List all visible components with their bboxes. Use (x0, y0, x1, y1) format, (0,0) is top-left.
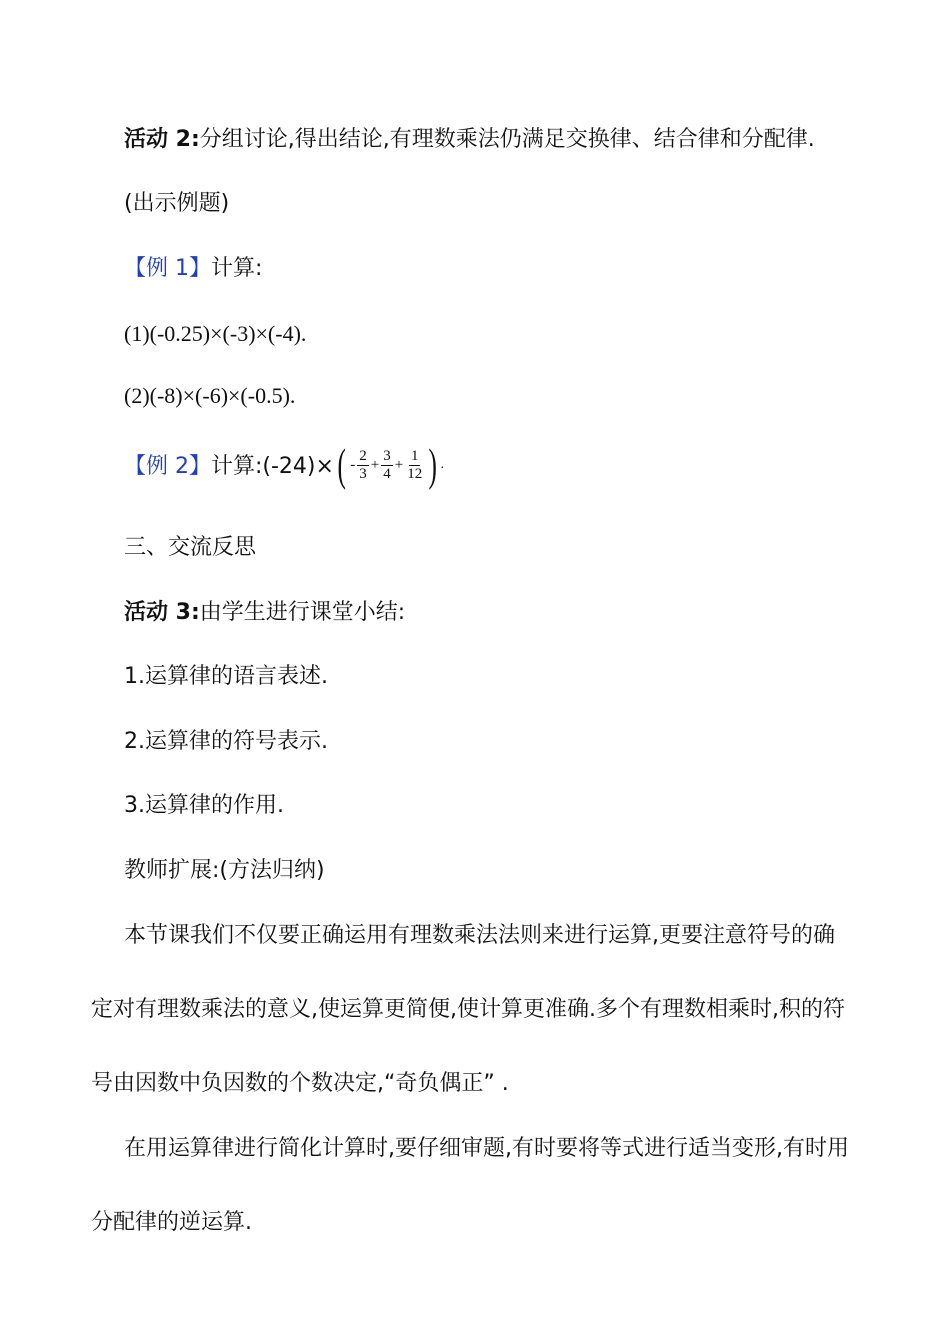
expression-end: . (440, 457, 445, 472)
fraction-3-denominator: 12 (407, 465, 423, 482)
example1-item-2: (2)(-8)×(-6)×(-0.5). (124, 383, 296, 408)
para1-line-3: 号由因数中负因数的个数决定,“奇负偶正” . (91, 1071, 509, 1096)
fraction-3 (405, 448, 424, 483)
activity2-line (124, 125, 815, 155)
activity2-text: 分组讨论,得出结论,有理数乘法仍满足交换律、结合律和分配律. (199, 127, 815, 152)
plus-sign-1: + (370, 457, 380, 473)
example2-text: 计算:(-24)× (211, 454, 334, 479)
fraction-2-denominator: 4 (383, 465, 391, 482)
section3-heading: 三、交流反思 (124, 535, 257, 560)
right-paren: ) (428, 439, 438, 490)
fraction-2 (381, 448, 393, 483)
example1-tag: 【例 1】 (124, 256, 211, 281)
para1-line-2: 定对有理数乘法的意义,使运算更简便,使计算更准确.多个有理数相乘时,积的符 (91, 997, 845, 1022)
fraction-1-numerator: 2 (359, 447, 367, 464)
example2-expression (334, 439, 445, 490)
para2-line-2: 分配律的逆运算. (91, 1210, 252, 1235)
summary-item-2: 2.运算律的符号表示. (124, 729, 328, 754)
plus-sign-2: + (394, 457, 404, 473)
left-paren: ( (337, 439, 346, 490)
para2-line-1: 在用运算律进行简化计算时,要仔细审题,有时要将等式进行适当变形,有时用 (124, 1136, 849, 1161)
activity3-label: 活动 3: (124, 600, 200, 625)
fraction-1 (357, 448, 369, 483)
fraction-1-denominator: 3 (359, 465, 367, 482)
activity2-label: 活动 2: (124, 127, 200, 152)
fraction-2-numerator: 3 (383, 447, 391, 464)
example1-item-1: (1)(-0.25)×(-3)×(-4). (124, 321, 307, 346)
minus-sign: - (350, 457, 356, 473)
example2-heading (124, 439, 445, 490)
example1-heading (124, 254, 262, 284)
show-examples-note: (出示例题) (124, 191, 230, 216)
activity3-line (124, 598, 405, 628)
para1-line-1: 本节课我们不仅要正确运用有理数乘法法则来进行运算,更要注意符号的确 (124, 923, 835, 948)
example2-tag: 【例 2】 (124, 454, 211, 479)
teacher-extension: 教师扩展:(方法归纳) (124, 858, 325, 883)
activity3-text: 由学生进行课堂小结: (199, 600, 406, 625)
summary-item-1: 1.运算律的语言表述. (124, 664, 328, 689)
fraction-3-numerator: 1 (410, 447, 419, 464)
example1-text: 计算: (211, 256, 263, 281)
summary-item-3: 3.运算律的作用. (124, 793, 284, 818)
